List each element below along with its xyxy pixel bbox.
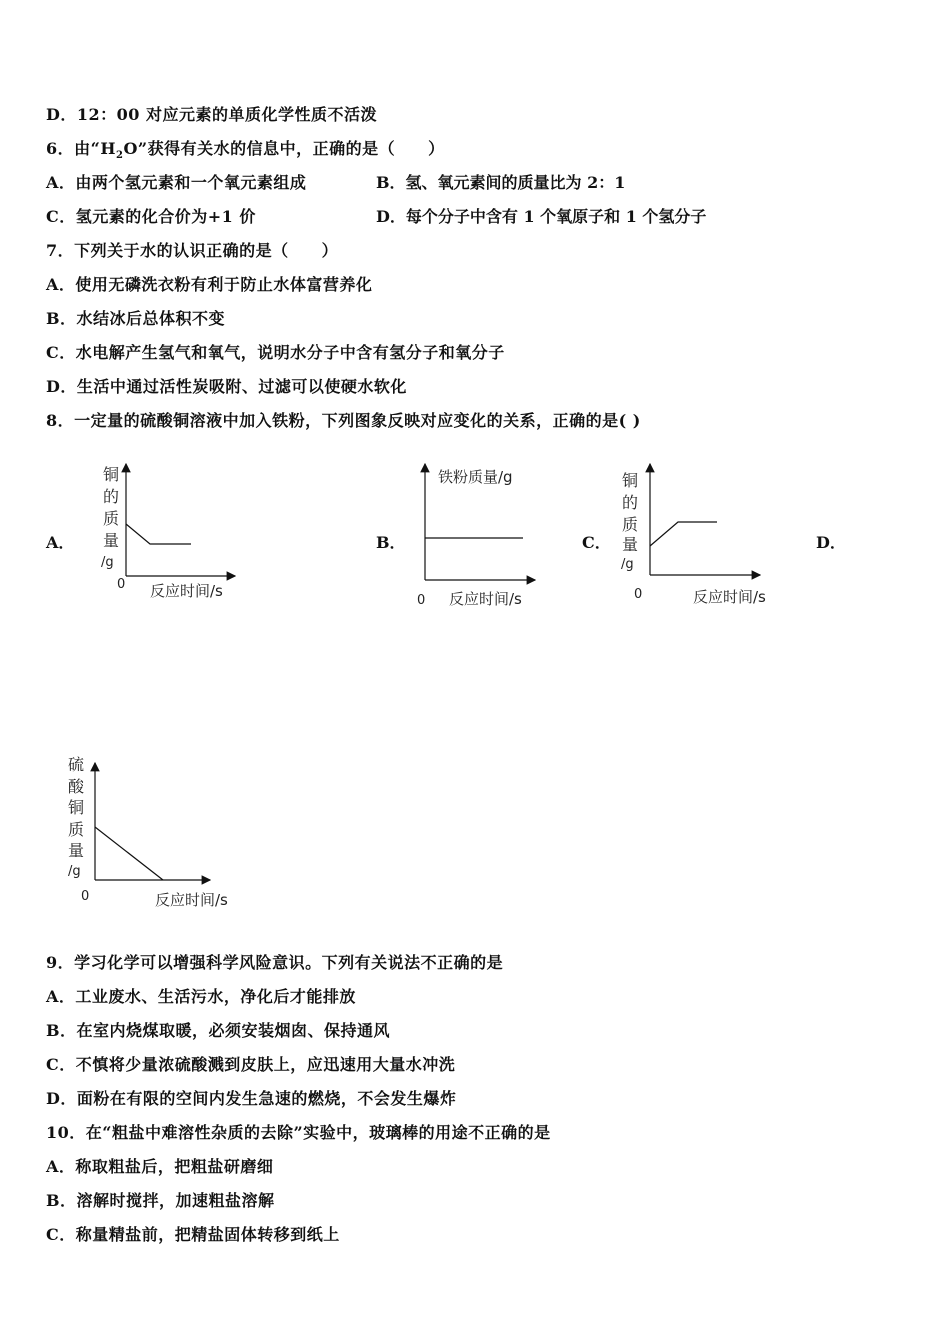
q6-option-b: B．氢、氧元素间的质量比为 2：1 <box>376 173 626 192</box>
xlabel: 反应时间/s <box>155 891 228 909</box>
q10-stem: 10．在“粗盐中难溶性杂质的去除”实验中，玻璃棒的用途不正确的是 <box>46 1123 551 1142</box>
q7-option-c: C．水电解产生氢气和氧气，说明水分子中含有氢分子和氧分子 <box>46 343 505 362</box>
q9-option-c: C．不慎将少量浓硫酸溅到皮肤上，应迅速用大量水冲洗 <box>46 1055 456 1074</box>
q6-stem-post: O”获得有关水的信息中，正确的是（ ） <box>123 139 445 158</box>
ylabel-char: 硫 <box>68 755 85 774</box>
q7-option-b: B．水结冰后总体积不变 <box>46 309 226 328</box>
q8-graph-b <box>405 458 555 618</box>
ylabel-char: 质 <box>103 509 120 528</box>
ylabel-char: 量 <box>103 531 120 550</box>
q6-stem-pre: 6．由“H <box>46 139 116 158</box>
ylabel-char: 的 <box>103 487 120 506</box>
q8-label-a: A． <box>46 533 75 552</box>
q8-label-c: C． <box>582 533 611 552</box>
q6-option-a: A．由两个氢元素和一个氧元素组成 <box>46 173 307 192</box>
series-line <box>126 524 191 544</box>
q7-option-d: D．生活中通过活性炭吸附、过滤可以使硬水软化 <box>46 377 407 396</box>
ylabel-char: 质 <box>68 820 85 839</box>
xlabel: 反应时间/s <box>693 588 766 606</box>
ylabel-char: 铜 <box>103 465 120 484</box>
ylabel-unit: /g <box>68 864 81 879</box>
ylabel-char: 铜 <box>68 798 85 817</box>
series-line <box>95 827 163 880</box>
ylabel-unit: /g <box>101 555 114 570</box>
xlabel: 反应时间/s <box>150 582 223 600</box>
ylabel-char: 量 <box>68 841 85 860</box>
ylabel-char: 的 <box>622 493 639 512</box>
ylabel-char: 酸 <box>68 777 85 796</box>
q9-stem: 9．学习化学可以增强科学风险意识。下列有关说法不正确的是 <box>46 953 504 972</box>
origin-label: 0 <box>117 577 126 592</box>
q9-option-b: B．在室内烧煤取暖，必须安装烟囱、保持通风 <box>46 1021 391 1040</box>
q9-option-d: D．面粉在有限的空间内发生急速的燃烧，不会发生爆炸 <box>46 1089 457 1108</box>
q5-option-d: D．12：00 对应元素的单质化学性质不活泼 <box>46 105 377 124</box>
q7-stem: 7．下列关于水的认识正确的是（ ） <box>46 241 339 260</box>
origin-label: 0 <box>417 593 426 608</box>
q8-graph-a <box>95 458 245 608</box>
q10-option-a: A．称取粗盐后，把粗盐研磨细 <box>46 1157 274 1176</box>
ylabel-char: 质 <box>622 515 639 534</box>
origin-label: 0 <box>634 587 643 602</box>
ylabel-char: 铜 <box>622 471 639 490</box>
ylabel-char: 量 <box>622 535 639 554</box>
q8-label-b: B． <box>376 533 406 552</box>
q6-stem <box>46 136 445 161</box>
ylabel-unit: /g <box>621 557 634 572</box>
q9-option-a: A．工业废水、生活污水，净化后才能排放 <box>46 987 356 1006</box>
xlabel: 反应时间/s <box>449 590 522 608</box>
ylabel: 铁粉质量/g <box>438 468 513 486</box>
q6-stem-sub: 2 <box>115 150 124 162</box>
q8-stem: 8．一定量的硫酸铜溶液中加入铁粉，下列图象反映对应变化的关系，正确的是( ) <box>46 411 641 430</box>
series-line <box>650 522 717 546</box>
q10-option-b: B．溶解时搅拌，加速粗盐溶解 <box>46 1191 275 1210</box>
origin-label: 0 <box>81 889 90 904</box>
q8-label-d: D． <box>816 533 846 552</box>
q8-graph-d <box>60 755 250 915</box>
q8-graph-c <box>618 458 788 618</box>
q10-option-c: C．称量精盐前，把精盐固体转移到纸上 <box>46 1225 340 1244</box>
q6-option-d: D．每个分子中含有 1 个氧原子和 1 个氢分子 <box>376 207 707 226</box>
q6-option-c: C．氢元素的化合价为+1 价 <box>46 207 256 226</box>
q7-option-a: A．使用无磷洗衣粉有利于防止水体富营养化 <box>46 275 373 294</box>
